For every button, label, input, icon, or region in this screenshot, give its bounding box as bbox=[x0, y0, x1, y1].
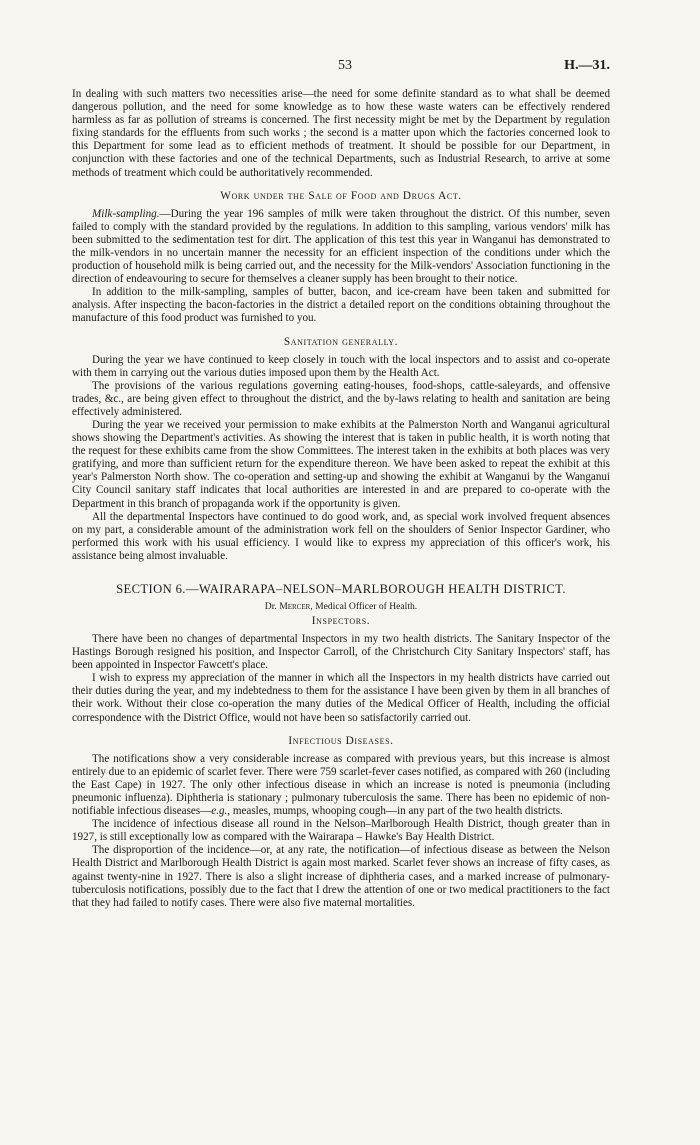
section-title: SECTION 6.—WAIRARAPA–NELSON–MARLBOROUGH HEALTH DISTRICT. bbox=[116, 582, 566, 596]
milk-sampling-paragraph bbox=[72, 208, 610, 287]
inspectors-paragraph: I wish to express my appreciation of the manner in which all the Inspectors in my health districts have carried out their duties during the year, and my indebtedness to them for the assistance I have been given by them in all branches of their work. Without their close co-operation the many duties of the Medical Officer of Health, including the official correspondence with the District Office, would not have been so satisfactorily carried out. bbox=[72, 672, 610, 724]
milk-sampling-text: —During the year 196 samples of milk were taken throughout the district. Of this number, seven failed to comply with the standard provided by the regulations. In addition to this sampling, various vendors' milk has been submitted to the sedimentation test for dirt. The application of this test this year in Wanganui has demonstrated to the milk-vendors in no uncertain manner the necessity for an efficient inspection of the conditions under which the production of household milk is being carried out, and the necessity for the Milk-vendors' Association functioning in the direction of endeavouring to secure for themselves a cleaner supply has been brought to their notice. bbox=[72, 207, 610, 286]
infectious-text: , measles, mumps, whooping cough—in any part of the two health districts. bbox=[227, 805, 563, 818]
sanitation-paragraph: During the year we received your permission to make exhibits at the Palmerston North and Wanganui agricultural shows showing the Department's activities. As showing the interest that is taken in public health, it is worth noting that the request for these exhibits came from the show Committees. The interest taken in the exhibits at both places was very gratifying, and more than sufficient return for the expenditure thereon. We have been asked to repeat the exhibit at this year's Palmerston North show. The co-operation and setting-up and showing the exhibit at Wanganui by the Wanganui City Council sanitary staff indicates that local authorities are interested in and are prepared to co-operate with the Department in this branch of propaganda work if the opportunity is given. bbox=[72, 418, 610, 510]
sanitation-paragraph: During the year we have continued to keep closely in touch with the local inspectors and to assist and co-operate with them in carrying out the various duties imposed upon them by the Health Act. bbox=[72, 353, 610, 379]
officer-suffix: , Medical Officer of Health. bbox=[310, 601, 418, 612]
officer-line bbox=[72, 601, 610, 612]
officer-name: Mercer bbox=[279, 601, 311, 612]
intro-paragraph: In dealing with such matters two necessities arise—the need for some definite standard as to what shall be deemed dangerous pollution, and the need for some knowledge as to how these waste waters can be effectively rendered harmless as far as pollution of streams is concerned. The first necessity might be met by the Department by regulation fixing standards for the effluents from such works ; the second is a matter upon which the factories concerned look to this Department for some lead as to efficient methods of treatment. It should be possible for our Department, in conjunction with these factories and one of the technical Departments, such as Industrial Research, to arrive at some methods of treatment which could be authoritatively recommended. bbox=[72, 88, 610, 179]
infectious-paragraph: The disproportion of the incidence—or, at any rate, the notification—of infectious disease as between the Nelson Health District and Marlborough Health District is again most marked. Scarlet fever shows an increase of fifty cases, as against twenty-nine in 1927. There is also a slight increase of diphtheria cases, and a marked increase of pulmonary-tuberculosis notifications, possibly due to the fact that I drew the attention of one or two medical practitioners to the fact that they had failed to notify cases. There were also five maternal mortalities. bbox=[72, 844, 610, 909]
sanitation-paragraph: The provisions of the various regulations governing eating-houses, food-shops, cattle-saleyards, and offensive trades, &c., are being given effect to throughout the district, and the by-laws relating to health and sanitation are being effectively administered. bbox=[72, 379, 610, 418]
sanitation-heading: Sanitation generally. bbox=[283, 335, 399, 348]
page-header bbox=[72, 58, 610, 88]
food-drugs-paragraph: In addition to the milk-sampling, samples of butter, bacon, and ice-cream have been taken and submitted for analysis. After inspecting the bacon-factories in the district a detailed report on the conditions obtaining throughout the manufacture of this food product was furnished to you. bbox=[72, 286, 610, 325]
milk-sampling-lead-in: Milk-sampling. bbox=[92, 207, 160, 220]
infectious-text: The notifications show a very considerable increase as compared with previous years, but this increase is almost entirely due to an epidemic of scarlet fever. There were 759 scarlet-fever cases notified, as compared with 260 (including the East Cape) in 1927. The only other infectious disease in which an increase is noted is pneumonia (including pneumonic influenza). Diphtheria is stationary ; pulmonary tuberculosis the same. There has been no epidemic of non-notifiable infectious diseases— bbox=[72, 752, 610, 818]
page-number: 53 bbox=[338, 58, 352, 73]
sanitation-paragraph: All the departmental Inspectors have continued to do good work, and, as special work involved frequent absences on my part, a considerable amount of the administration work fell on the shoulders of Senior Inspector Gardiner, who performed this work with his usual efficiency. I would like to express my appreciation of this officer's work, his assistance being almost invaluable. bbox=[72, 510, 610, 562]
infectious-paragraph bbox=[72, 753, 610, 818]
infectious-italic: e.g. bbox=[211, 805, 228, 818]
infectious-paragraph: The incidence of infectious disease all round in the Nelson–Marlborough Health District, though greater than in 1927, is still exceptionally low as compared with the Wairarapa – Hawke's Bay Health District. bbox=[72, 818, 610, 844]
officer-prefix: Dr. bbox=[264, 601, 280, 612]
inspectors-heading: Inspectors. bbox=[311, 615, 371, 627]
food-drugs-heading: Work under the Sale of Food and Drugs Act. bbox=[220, 189, 462, 202]
infectious-diseases-heading: Infectious Diseases. bbox=[288, 734, 394, 747]
inspectors-paragraph: There have been no changes of departmental Inspectors in my two health districts. The Sanitary Inspector of the Hastings Borough resigned his position, and Inspector Carroll, of the Christchurch City Sanitary Inspectors' staff, has been appointed in Inspector Fawcett's place. bbox=[72, 633, 610, 672]
document-reference: H.—31. bbox=[564, 58, 610, 73]
